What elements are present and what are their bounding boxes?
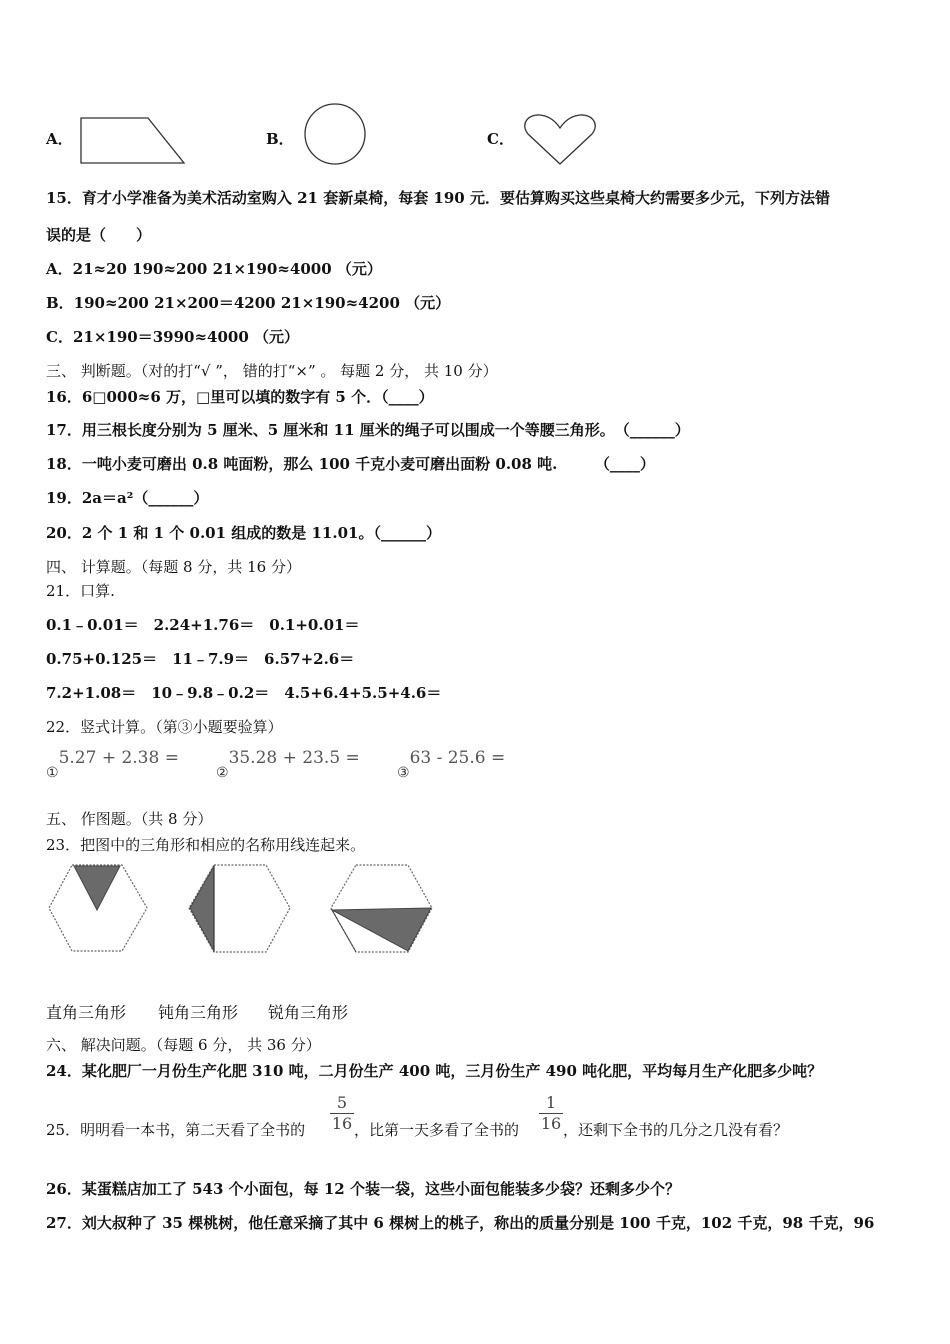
- q25-fraction-1: [330, 1094, 354, 1133]
- q22-expr-3: 63 - 25.6 =: [409, 748, 506, 768]
- triangle-label-acute: 锐角三角形: [268, 1003, 349, 1022]
- q25-part2: ，比第一天多看了全书的: [354, 1121, 520, 1139]
- hexagon-figure-2: [186, 862, 294, 956]
- q22-num-2: ②: [216, 765, 229, 781]
- q24: 24．某化肥厂一月份生产化肥 310 吨，二月份生产 400 吨，三月份生产 490 吨化肥，平均每月生产化肥多少吨？: [46, 1062, 823, 1080]
- q25-frac1-den: 16: [331, 1114, 353, 1133]
- trapezoid-shape: [78, 116, 188, 166]
- hexagon-figure-1: [46, 862, 150, 954]
- circle-shape: [302, 102, 368, 166]
- section3-title: 三、 判断题。（对的打“√ ”， 错的打“×” 。 每题 2 分， 共 10 分）: [46, 362, 498, 380]
- q25-frac1-num: 5: [336, 1093, 348, 1112]
- q20: 20．2 个 1 和 1 个 0.01 组成的数是 11.01。（______）: [46, 524, 441, 542]
- q21-row-1: 0.1﹣0.01＝ 2.24+1.76＝ 0.1+0.01＝: [46, 616, 360, 634]
- q25-frac2-num: 1: [545, 1093, 557, 1112]
- option-c-label: C．: [487, 130, 514, 148]
- q16: 16．6□000≈6 万，□里可以填的数字有 5 个．（____）: [46, 388, 434, 406]
- q19: 19．2a＝a²（______）: [46, 489, 209, 507]
- q25-frac2-den: 16: [540, 1114, 562, 1133]
- q26: 26．某蛋糕店加工了 543 个小面包，每 12 个装一袋，这些小面包能装多少袋？还剩多少个？: [46, 1180, 680, 1198]
- section6-title: 六、 解决问题。（每题 6 分， 共 36 分）: [46, 1036, 321, 1054]
- section5-title: 五、 作图题。（共 8 分）: [46, 810, 213, 828]
- section4-title: 四、 计算题。（每题 8 分，共 16 分）: [46, 558, 301, 576]
- q22-item-1: [46, 748, 179, 781]
- q22-num-1: ①: [46, 765, 59, 781]
- q22-item-3: [397, 748, 506, 781]
- q22-title: 22．竖式计算。（第③小题要验算）: [46, 718, 283, 736]
- q15-option-c: C．21×190＝3990≈4000 （元）: [46, 328, 299, 346]
- q18: 18．一吨小麦可磨出 0.8 吨面粉，那么 100 千克小麦可磨出面粉 0.08 吨. （____）: [46, 455, 655, 473]
- q21-title: 21．口算.: [46, 582, 115, 600]
- q25-part3: ，还剩下全书的几分之几没有看？: [563, 1121, 789, 1139]
- q25-fraction-2: [539, 1094, 563, 1133]
- q22-expr-1: 5.27 + 2.38 =: [58, 748, 179, 768]
- q25-part1: 25．明明看一本书，第二天看了全书的: [46, 1121, 306, 1139]
- q22-num-3: ③: [397, 765, 410, 781]
- option-b-label: B．: [266, 130, 294, 148]
- q17: 17．用三根长度分别为 5 厘米、5 厘米和 11 厘米的绳子可以围成一个等腰三角形。 （______）: [46, 421, 690, 439]
- q15-option-b: B．190≈200 21×200＝4200 21×190≈4200 （元）: [46, 294, 451, 312]
- heart-shape: [522, 112, 598, 168]
- q15-line2: 误的是（ ）: [46, 226, 152, 244]
- triangle-label-right: 直角三角形: [46, 1003, 127, 1022]
- q22-item-2: [216, 748, 360, 781]
- q21-row-2: 0.75+0.125＝ 11﹣7.9＝ 6.57+2.6＝: [46, 650, 355, 668]
- hexagon-figure-3: [328, 862, 436, 956]
- q23-title: 23．把图中的三角形和相应的名称用线连起来。: [46, 836, 366, 854]
- q15-line1: 15．育才小学准备为美术活动室购入 21 套新桌椅，每套 190 元．要估算购买这些桌椅大约需要多少元，下列方法错: [46, 189, 830, 207]
- q22-expr-2: 35.28 + 23.5 =: [228, 748, 360, 768]
- q27: 27．刘大叔种了 35 棵桃树，他任意采摘了其中 6 棵树上的桃子，称出的质量分别是 100 千克，102 千克，98 千克，96: [46, 1214, 875, 1232]
- triangle-label-obtuse: 钝角三角形: [158, 1003, 239, 1022]
- q15-option-a: A．21≈20 190≈200 21×190≈4000 （元）: [46, 260, 382, 278]
- q21-row-3: 7.2+1.08＝ 10﹣9.8﹣0.2＝ 4.5+6.4+5.5+4.6＝: [46, 684, 442, 702]
- option-a-label: A．: [46, 130, 73, 148]
